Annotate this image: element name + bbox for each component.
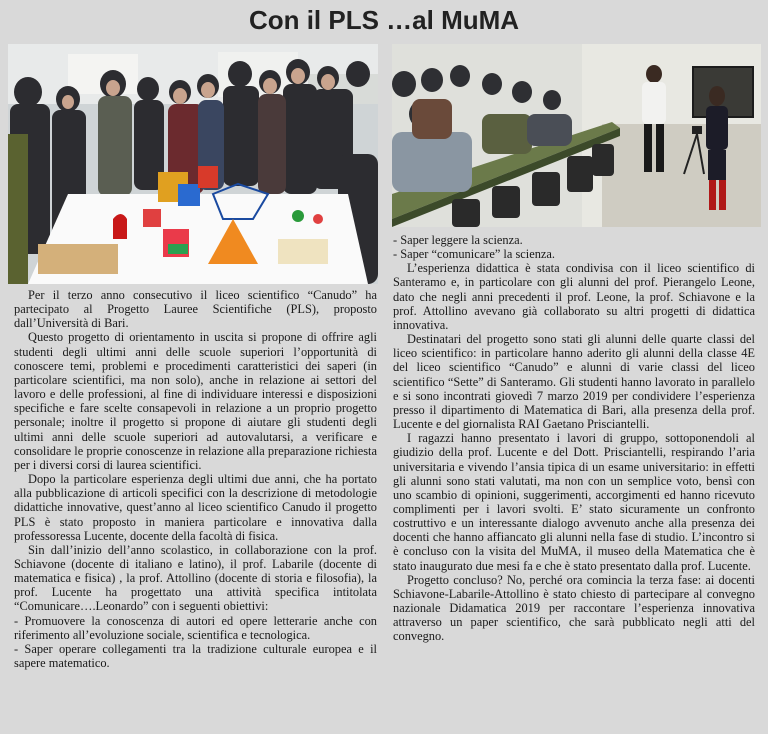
article-title: Con il PLS …al MuMA bbox=[248, 5, 520, 35]
paragraph: Progetto concluso? No, perché ora comincia la terza fase: ai docenti Schiavone-Labarile-Attollino è stato chiesto di partecipare al convegno nazionale Didamatica 2019 per raccontare l’esperienza innovativa attraverso un paper scientifico, che sarà pubblicato negli atti del convegno. bbox=[393, 572, 755, 644]
objective-item: - Saper leggere la scienza. bbox=[393, 233, 523, 247]
paragraph: Dopo la particolare esperienza degli ultimi due anni, che ha portato alla pubblicazione di articoli specifici con la descrizione di metodologie didattiche innovative, quest’anno al liceo scientifico Canudo il progetto PLS è stato proposto in maniera particolare e innovativa dalla professoressa Lucente, docente della facoltà di fisica. bbox=[14, 472, 377, 543]
paragraph: I ragazzi hanno presentato i lavori di gruppo, sottoponendoli al giudizio della prof. Lucente e del Dott. Prisciantelli, respirando l’aria universitaria e vivendo l’ansia tipica di un esame universitario: in effetti gli alunni sono stati valutati, ma non con un semplice voto, bensì con uno scambio di opinioni, suggerimenti, accorgimenti ed hanno ricevuto complimenti per i lavori svolti. E’ stato sicuramente un confronto costruttivo e un interessante dialogo avvenuto anche alla presenza dei docenti che hanno affiancato gli alunni nella fase di studio. L’incontro si è concluso con la visita del MuMA, il museo della Matematica che è stato inaugurato due mesi fa e che è stato presentato dalla prof. Lucente. bbox=[393, 431, 755, 573]
paragraph: L’esperienza didattica è stata condivisa con il liceo scientifico di Santeramo e, in particolare con gli alunni del prof. Pierangelo Leone, dato che negli anni precedenti il prof. Leone, la prof. Schiavone e la prof. Attollino avevano già collaborato su altri progetti di didattica innovativa. bbox=[393, 261, 755, 332]
left-text-column bbox=[14, 288, 377, 670]
right-text-column bbox=[393, 233, 755, 644]
classroom-presentation-photo bbox=[392, 44, 761, 227]
objective-item: - Saper operare collegamenti tra la tradizione culturale europea e il sapere matematico. bbox=[14, 641, 377, 671]
paragraph: Per il terzo anno consecutivo il liceo scientifico “Canudo” ha partecipato al Progetto Lauree Scientifiche (PLS), proposto dall’Università di Bari. bbox=[14, 288, 377, 331]
paragraph: Questo progetto di orientamento in uscita si propone di offrire agli studenti degli ultimi anni delle scuole superiori l’opportunità di conoscere temi, problemi e procedimenti caratteristici dei saperi (in particolare scientifici, ma non solo), anche in relazione ai settori del lavoro e delle professioni, al fine di individuare interessi e disposizioni specifiche e fare scelte consapevoli in relazione a un proprio progetto personale; inoltre il progetto si propone di aiutare gli studenti degli ultimi anni delle scuole superiori ad autovalutarsi, a verificare e consolidare le proprie conoscenze in relazione alla preparazione richiesta per i diversi corsi di laurea scientifici. bbox=[14, 330, 377, 472]
paragraph: Sin dall’inizio dell’anno scolastico, in collaborazione con la prof. Schiavone (docente di italiano e latino), il prof. Labarile (docente di matematica e fisica) , la prof. Attollino (docente di storia e filosofia), la prof. Lucente ha progettato una attività specifica intitolata “Comunicare….Leonardo” con i seguenti obiettivi: bbox=[14, 542, 377, 614]
objective-item: - Saper “comunicare” la scienza. bbox=[393, 247, 556, 262]
students-with-models-photo bbox=[8, 44, 378, 284]
objective-item: - Promuovere la conoscenza di autori ed opere letterarie anche con riferimento all’evoluzione sociale, scientifica e tecnologica. bbox=[14, 613, 377, 642]
paragraph: Destinatari del progetto sono stati gli alunni delle quarte classi del liceo scientifico: in particolare hanno aderito gli alunni della classe 4E del liceo scientifico “Canudo” e alunni di varie classi del liceo scientifico “Sette” di Santeramo. Gli studenti hanno lavorato in parallelo e si sono incontrati giovedì 7 marzo 2019 per condividere l’esperienza presso il dipartimento di Matematica di Bari, alla presenza della prof. Lucente e del giornalista RAI Gaetano Prisciantelli. bbox=[393, 332, 755, 432]
